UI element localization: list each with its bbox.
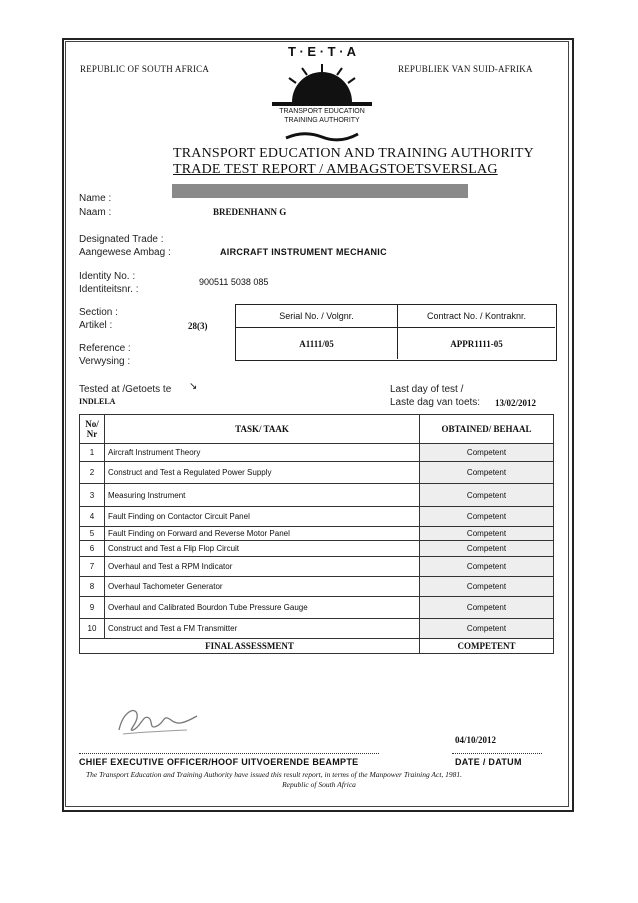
- header-right: REPUBLIEK VAN SUID-AFRIKA: [398, 64, 533, 74]
- row-task: Overhaul and Calibrated Bourdon Tube Pressure Gauge: [105, 597, 420, 619]
- teta-logo-graphic: [252, 44, 392, 144]
- final-assessment-value: COMPETENT: [420, 639, 554, 654]
- logo-wave: [286, 134, 358, 140]
- logo-base: [272, 102, 372, 106]
- title-line2: TRADE TEST REPORT / AMBAGSTOETSVERSLAG: [173, 162, 498, 177]
- teta-logo: [252, 44, 392, 144]
- table-row: [80, 577, 554, 597]
- row-result: Competent: [420, 619, 554, 639]
- name-value: BREDENHANN G: [213, 207, 287, 217]
- row-task: Construct and Test a FM Transmitter: [105, 619, 420, 639]
- col-no-en: No/: [85, 419, 99, 429]
- tested-at-label: Tested at /Getoets te: [79, 384, 172, 395]
- trade-label-af: Aangewese Ambag :: [79, 247, 171, 258]
- row-number: 7: [80, 557, 105, 577]
- tasks-table-body: [80, 444, 554, 639]
- table-row: [80, 557, 554, 577]
- row-result: Competent: [420, 541, 554, 557]
- section-value: 28(3): [188, 321, 208, 331]
- signing-date: 04/10/2012: [455, 735, 497, 745]
- row-number: 9: [80, 597, 105, 619]
- final-assessment-label: FINAL ASSESSMENT: [80, 639, 420, 654]
- final-assessment-row: [80, 639, 554, 654]
- id-label-af: Identiteitsnr. :: [79, 284, 139, 295]
- row-number: 6: [80, 541, 105, 557]
- row-number: 3: [80, 484, 105, 507]
- row-result: Competent: [420, 507, 554, 527]
- row-task: Aircraft Instrument Theory: [105, 444, 420, 462]
- title-line1: TRANSPORT EDUCATION AND TRAINING AUTHORITY: [173, 146, 534, 161]
- contract-header: Contract No. / Kontraknr.: [426, 311, 527, 321]
- table-row: [80, 462, 554, 484]
- row-task: Construct and Test a Regulated Power Supply: [105, 462, 420, 484]
- row-result: Competent: [420, 577, 554, 597]
- row-task: Fault Finding on Forward and Reverse Motor Panel: [105, 527, 420, 541]
- row-result: Competent: [420, 484, 554, 507]
- tested-at-value: INDLELA: [79, 397, 116, 406]
- table-row: [80, 541, 554, 557]
- contract-value: APPR1111-05: [450, 338, 503, 349]
- signature-graphic: [113, 700, 203, 740]
- tasks-table: [79, 414, 554, 654]
- row-number: 10: [80, 619, 105, 639]
- id-value: 900511 5038 085: [199, 277, 269, 287]
- last-day-value: 13/02/2012: [495, 398, 537, 408]
- table-row: [80, 597, 554, 619]
- row-result: Competent: [420, 557, 554, 577]
- table-row: [80, 484, 554, 507]
- name-label-en: Name :: [79, 193, 112, 204]
- col-result-header: OBTAINED/ BEHAAL: [420, 415, 554, 444]
- section-label-en: Section :: [79, 307, 118, 318]
- row-number: 8: [80, 577, 105, 597]
- row-task: Fault Finding on Contactor Circuit Panel: [105, 507, 420, 527]
- row-number: 5: [80, 527, 105, 541]
- last-day-label: Last day of test /: [390, 384, 464, 395]
- reference-label-en: Reference :: [79, 343, 131, 354]
- table-header-row: [80, 415, 554, 444]
- serial-value: A1111/05: [299, 338, 334, 349]
- footer-note-line2: Republic of South Africa: [282, 780, 356, 789]
- col-task-header: TASK/ TAAK: [105, 415, 420, 444]
- date-line: [452, 753, 542, 754]
- trade-value: AIRCRAFT INSTRUMENT MECHANIC: [220, 247, 387, 257]
- logo-letters: T · E · T · A: [287, 44, 357, 59]
- table-row: [80, 527, 554, 541]
- col-no-af: Nr: [86, 429, 98, 439]
- trade-label-en: Designated Trade :: [79, 234, 164, 245]
- row-task: Overhaul and Test a RPM Indicator: [105, 557, 420, 577]
- row-number: 1: [80, 444, 105, 462]
- row-number: 4: [80, 507, 105, 527]
- row-task: Measuring Instrument: [105, 484, 420, 507]
- reference-label-af: Verwysing :: [79, 356, 131, 367]
- row-result: Competent: [420, 527, 554, 541]
- signature-line: [79, 753, 379, 754]
- serial-header: Serial No. / Volgnr.: [279, 311, 354, 321]
- footer-note-line1: The Transport Education and Training Authority have issued this result report, in terms of the Manpower Training Act, 1981.: [86, 770, 463, 779]
- header-left: REPUBLIC OF SOUTH AFRICA: [80, 64, 210, 74]
- row-result: Competent: [420, 462, 554, 484]
- date-label: DATE / DATUM: [455, 757, 522, 767]
- row-result: Competent: [420, 597, 554, 619]
- logo-text-line2: TRAINING AUTHORITY: [284, 117, 360, 124]
- name-label-af: Naam :: [79, 207, 112, 218]
- logo-text-line1: TRANSPORT EDUCATION: [279, 108, 365, 115]
- last-day-label-af: Laste dag van toets:: [390, 397, 481, 408]
- row-task: Construct and Test a Flip Flop Circuit: [105, 541, 420, 557]
- table-row: [80, 507, 554, 527]
- col-no-header: [80, 415, 105, 444]
- grey-shaded-bar: [172, 184, 468, 198]
- officer-label: CHIEF EXECUTIVE OFFICER/HOOF UITVOERENDE BEAMPTE: [79, 757, 359, 767]
- signature: [113, 700, 203, 740]
- arrow-mark-icon: ↘: [189, 381, 198, 392]
- row-result: Competent: [420, 444, 554, 462]
- row-number: 2: [80, 462, 105, 484]
- row-task: Overhaul Tachometer Generator: [105, 577, 420, 597]
- logo-sun: [292, 72, 352, 102]
- id-label-en: Identity No. :: [79, 271, 136, 282]
- section-label-af: Artikel :: [79, 320, 113, 331]
- table-row: [80, 444, 554, 462]
- table-row: [80, 619, 554, 639]
